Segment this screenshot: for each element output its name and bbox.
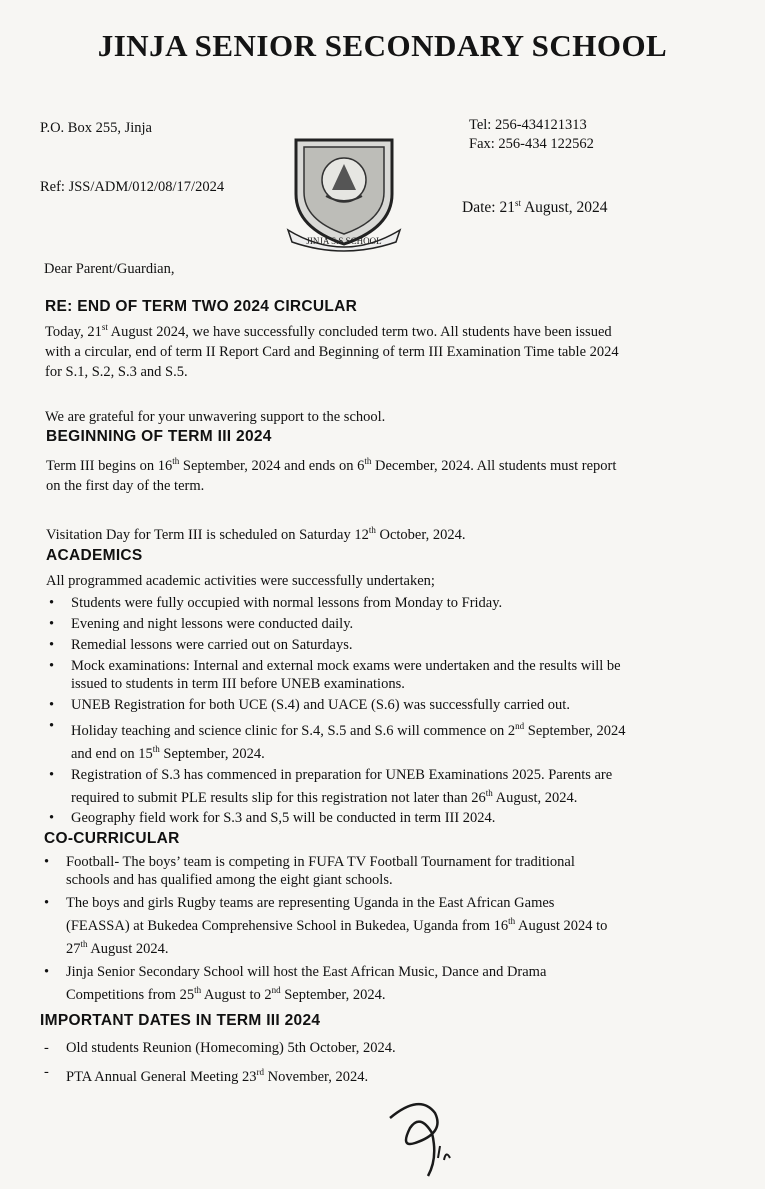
important-dates-heading: IMPORTANT DATES IN TERM III 2024 bbox=[40, 1012, 321, 1029]
salutation: Dear Parent/Guardian, bbox=[44, 261, 175, 277]
list-item: • The boys and girls Rugby teams are representing Uganda in the East African Games (FEASSA) at Bukedea Comprehensive School in Bukedea, Uganda from 16th August 2024 to 27th August 2024. bbox=[44, 895, 608, 957]
list-item: • Jinja Senior Secondary School will host the East African Music, Dance and Drama Competitions from 25th August to 2nd September, 2024. bbox=[44, 963, 547, 1003]
list-item: • Registration of S.3 has commenced in preparation for UNEB Examinations 2025. Parents are required to submit PLE results slip for this registration not later than 26th August, 2024. bbox=[49, 766, 613, 806]
list-item: - Old students Reunion (Homecoming) 5th October, 2024. bbox=[44, 1040, 396, 1056]
crest-motto: JINJA S.S SCHOOL bbox=[306, 236, 382, 246]
list-item: • Holiday teaching and science clinic for S.4, S.5 and S.6 will commence on 2nd September, 2024 and end on 15th September, 2024. bbox=[49, 718, 626, 762]
gratitude-line: We are grateful for your unwavering support to the school. bbox=[45, 409, 386, 425]
school-name: JINJA SENIOR SECONDARY SCHOOL bbox=[97, 28, 668, 63]
list-item: • Geography field work for S.3 and S,5 will be conducted in term III 2024. bbox=[49, 810, 496, 827]
list-item: • Football- The boys’ team is competing in FUFA TV Football Tournament for traditional schools and has qualified among the eight giant schools. bbox=[44, 854, 575, 888]
re-heading: RE: END OF TERM TWO 2024 CIRCULAR bbox=[45, 298, 358, 315]
letter-date: Date: 21st August, 2024 bbox=[462, 198, 608, 217]
telephone: Tel: 256-434121313 bbox=[469, 117, 587, 133]
list-item: • Evening and night lessons were conducted daily. bbox=[49, 616, 354, 632]
academics-intro: All programmed academic activities were successfully undertaken; bbox=[46, 573, 435, 589]
list-item: - PTA Annual General Meeting 23rd November, 2024. bbox=[44, 1064, 369, 1085]
academics-heading: ACADEMICS bbox=[46, 547, 143, 564]
list-item: • Students were fully occupied with normal lessons from Monday to Friday. bbox=[49, 595, 503, 611]
cocurricular-heading: CO-CURRICULAR bbox=[44, 830, 180, 847]
academics-list bbox=[45, 594, 725, 830]
list-item: • Remedial lessons were carried out on Saturdays. bbox=[49, 637, 353, 653]
visitation-day: Visitation Day for Term III is scheduled on Saturday 12th October, 2024. bbox=[46, 525, 466, 543]
beginning-heading: BEGINNING OF TERM III 2024 bbox=[46, 428, 272, 445]
fax: Fax: 256-434 122562 bbox=[469, 136, 594, 152]
list-item: • Mock examinations: Internal and external mock exams were undertaken and the results will be issued to students in term III before UNEB examinations. bbox=[49, 658, 621, 692]
intro-paragraph: Today, 21st August 2024, we have successfully concluded term two. All students have been issued with a circular, end of term II Report Card and Beginning of term III Examination Time table 2024 for S.1, S.2, S.3 and S.5. bbox=[45, 322, 619, 380]
list-item: • UNEB Registration for both UCE (S.4) and UACE (S.6) was successfully carried out. bbox=[49, 697, 570, 713]
reference-number: Ref: JSS/ADM/012/08/17/2024 bbox=[40, 179, 225, 195]
important-dates-list bbox=[40, 1039, 720, 1088]
cocurricular-list bbox=[40, 853, 720, 1006]
term-dates-paragraph: Term III begins on 16th September, 2024 and ends on 6th December, 2024. All students must report on the first day of the term. bbox=[46, 456, 617, 494]
po-box: P.O. Box 255, Jinja bbox=[40, 120, 152, 136]
signature-icon bbox=[360, 1088, 480, 1178]
school-crest-icon bbox=[282, 132, 406, 252]
